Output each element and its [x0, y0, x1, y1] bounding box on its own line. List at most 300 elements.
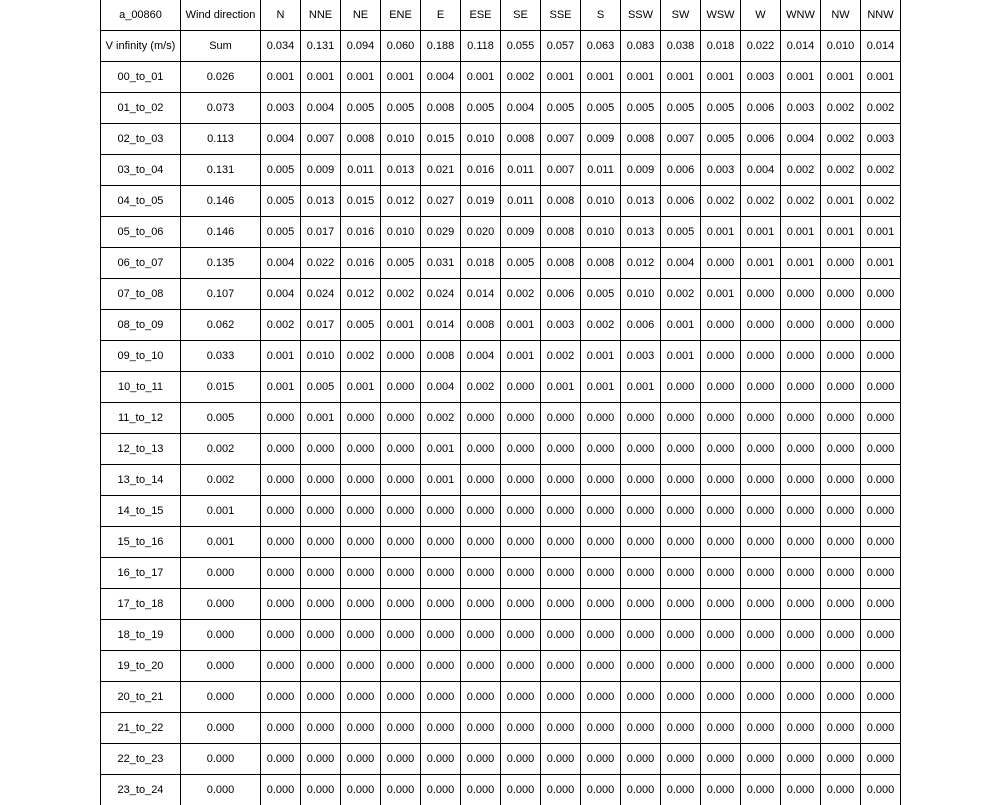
speed-bin-label: 10_to_11	[101, 372, 181, 403]
frequency-cell: 0.000	[581, 775, 621, 805]
frequency-cell: 0.005	[461, 93, 501, 124]
frequency-cell: 0.000	[581, 434, 621, 465]
frequency-cell: 0.000	[661, 527, 701, 558]
frequency-cell: 0.013	[301, 186, 341, 217]
frequency-cell: 0.000	[621, 403, 661, 434]
speed-bin-sum: 0.000	[181, 589, 261, 620]
frequency-cell: 0.011	[581, 155, 621, 186]
frequency-cell: 0.010	[621, 279, 661, 310]
frequency-cell: 0.001	[621, 372, 661, 403]
frequency-cell: 0.005	[581, 93, 621, 124]
frequency-cell: 0.005	[261, 217, 301, 248]
frequency-cell: 0.000	[581, 465, 621, 496]
direction-header-row	[101, 0, 901, 31]
frequency-cell: 0.001	[541, 62, 581, 93]
frequency-cell: 0.000	[261, 682, 301, 713]
speed-bin-row	[101, 620, 901, 651]
direction-header: SSE	[541, 0, 581, 31]
direction-total-cell: 0.131	[301, 31, 341, 62]
frequency-cell: 0.016	[461, 155, 501, 186]
direction-header: NW	[821, 0, 861, 31]
frequency-cell: 0.004	[261, 124, 301, 155]
frequency-cell: 0.000	[621, 775, 661, 805]
speed-bin-row	[101, 527, 901, 558]
sum-label: Sum	[181, 31, 261, 62]
speed-bin-row	[101, 341, 901, 372]
speed-bin-row	[101, 248, 901, 279]
frequency-cell: 0.000	[821, 589, 861, 620]
frequency-cell: 0.000	[261, 775, 301, 805]
frequency-cell: 0.000	[741, 713, 781, 744]
frequency-cell: 0.000	[581, 744, 621, 775]
frequency-cell: 0.000	[461, 434, 501, 465]
frequency-cell: 0.000	[381, 372, 421, 403]
frequency-cell: 0.000	[701, 558, 741, 589]
speed-bin-label: 02_to_03	[101, 124, 181, 155]
frequency-cell: 0.000	[341, 620, 381, 651]
frequency-cell: 0.011	[501, 155, 541, 186]
frequency-cell: 0.013	[381, 155, 421, 186]
frequency-cell: 0.001	[421, 434, 461, 465]
frequency-cell: 0.000	[661, 403, 701, 434]
direction-total-cell: 0.094	[341, 31, 381, 62]
frequency-cell: 0.001	[621, 62, 661, 93]
frequency-cell: 0.000	[261, 465, 301, 496]
frequency-cell: 0.000	[581, 527, 621, 558]
frequency-cell: 0.000	[701, 651, 741, 682]
direction-header: WSW	[701, 0, 741, 31]
frequency-cell: 0.007	[541, 124, 581, 155]
frequency-cell: 0.000	[381, 341, 421, 372]
frequency-cell: 0.001	[501, 341, 541, 372]
frequency-cell: 0.000	[581, 558, 621, 589]
frequency-cell: 0.002	[661, 279, 701, 310]
frequency-cell: 0.000	[781, 279, 821, 310]
frequency-cell: 0.022	[301, 248, 341, 279]
frequency-cell: 0.000	[861, 775, 901, 805]
frequency-cell: 0.005	[261, 186, 301, 217]
frequency-cell: 0.000	[701, 465, 741, 496]
frequency-cell: 0.000	[861, 279, 901, 310]
frequency-cell: 0.001	[261, 62, 301, 93]
frequency-cell: 0.000	[781, 744, 821, 775]
frequency-cell: 0.010	[301, 341, 341, 372]
frequency-cell: 0.000	[821, 465, 861, 496]
frequency-cell: 0.008	[541, 186, 581, 217]
frequency-cell: 0.000	[621, 713, 661, 744]
frequency-cell: 0.000	[381, 403, 421, 434]
frequency-cell: 0.001	[861, 248, 901, 279]
frequency-cell: 0.004	[741, 155, 781, 186]
frequency-cell: 0.001	[661, 310, 701, 341]
frequency-cell: 0.000	[421, 620, 461, 651]
speed-bin-label: 07_to_08	[101, 279, 181, 310]
frequency-cell: 0.000	[621, 465, 661, 496]
frequency-cell: 0.009	[501, 217, 541, 248]
frequency-cell: 0.000	[661, 372, 701, 403]
frequency-cell: 0.000	[661, 465, 701, 496]
speed-bin-sum: 0.000	[181, 744, 261, 775]
speed-bin-row	[101, 589, 901, 620]
speed-bin-sum: 0.113	[181, 124, 261, 155]
frequency-cell: 0.000	[821, 744, 861, 775]
frequency-cell: 0.000	[301, 558, 341, 589]
frequency-cell: 0.000	[501, 558, 541, 589]
frequency-cell: 0.000	[501, 527, 541, 558]
frequency-cell: 0.000	[301, 589, 341, 620]
speed-bin-sum: 0.005	[181, 403, 261, 434]
frequency-cell: 0.000	[821, 341, 861, 372]
direction-header: ESE	[461, 0, 501, 31]
direction-header: SW	[661, 0, 701, 31]
frequency-cell: 0.000	[381, 713, 421, 744]
frequency-cell: 0.000	[341, 651, 381, 682]
frequency-cell: 0.008	[621, 124, 661, 155]
frequency-cell: 0.000	[261, 620, 301, 651]
frequency-cell: 0.001	[581, 62, 621, 93]
frequency-cell: 0.000	[781, 589, 821, 620]
speed-bin-label: 01_to_02	[101, 93, 181, 124]
frequency-cell: 0.000	[741, 682, 781, 713]
frequency-cell: 0.000	[701, 341, 741, 372]
frequency-cell: 0.008	[541, 217, 581, 248]
frequency-cell: 0.010	[581, 217, 621, 248]
frequency-cell: 0.000	[701, 248, 741, 279]
frequency-cell: 0.002	[741, 186, 781, 217]
frequency-cell: 0.000	[581, 620, 621, 651]
frequency-cell: 0.000	[381, 744, 421, 775]
frequency-cell: 0.000	[741, 279, 781, 310]
frequency-cell: 0.007	[661, 124, 701, 155]
frequency-cell: 0.000	[701, 310, 741, 341]
direction-header: ENE	[381, 0, 421, 31]
speed-label: V infinity (m/s)	[101, 31, 181, 62]
frequency-cell: 0.000	[381, 434, 421, 465]
frequency-cell: 0.000	[621, 527, 661, 558]
frequency-cell: 0.004	[501, 93, 541, 124]
frequency-cell: 0.000	[861, 589, 901, 620]
speed-bin-row	[101, 186, 901, 217]
frequency-cell: 0.015	[341, 186, 381, 217]
frequency-cell: 0.000	[701, 527, 741, 558]
speed-bin-sum: 0.000	[181, 620, 261, 651]
frequency-cell: 0.000	[781, 682, 821, 713]
frequency-cell: 0.000	[341, 744, 381, 775]
frequency-cell: 0.000	[861, 620, 901, 651]
direction-total-cell: 0.118	[461, 31, 501, 62]
frequency-cell: 0.000	[301, 620, 341, 651]
frequency-cell: 0.000	[741, 527, 781, 558]
frequency-cell: 0.000	[741, 341, 781, 372]
frequency-cell: 0.000	[381, 775, 421, 805]
frequency-cell: 0.000	[381, 651, 421, 682]
speed-bin-sum: 0.015	[181, 372, 261, 403]
frequency-cell: 0.018	[461, 248, 501, 279]
frequency-cell: 0.000	[781, 527, 821, 558]
frequency-cell: 0.002	[381, 279, 421, 310]
frequency-cell: 0.000	[301, 775, 341, 805]
frequency-cell: 0.005	[701, 93, 741, 124]
frequency-cell: 0.000	[661, 651, 701, 682]
frequency-cell: 0.002	[821, 155, 861, 186]
speed-bin-label: 06_to_07	[101, 248, 181, 279]
frequency-cell: 0.000	[341, 434, 381, 465]
frequency-cell: 0.005	[621, 93, 661, 124]
frequency-cell: 0.000	[621, 620, 661, 651]
frequency-cell: 0.000	[661, 434, 701, 465]
frequency-cell: 0.012	[381, 186, 421, 217]
frequency-cell: 0.000	[421, 589, 461, 620]
frequency-cell: 0.005	[261, 155, 301, 186]
direction-total-cell: 0.060	[381, 31, 421, 62]
frequency-cell: 0.017	[301, 310, 341, 341]
frequency-cell: 0.000	[861, 744, 901, 775]
frequency-cell: 0.000	[861, 651, 901, 682]
frequency-cell: 0.000	[461, 620, 501, 651]
frequency-cell: 0.004	[421, 372, 461, 403]
frequency-cell: 0.000	[541, 620, 581, 651]
speed-bin-label: 13_to_14	[101, 465, 181, 496]
frequency-cell: 0.000	[301, 651, 341, 682]
frequency-cell: 0.000	[821, 434, 861, 465]
frequency-cell: 0.003	[621, 341, 661, 372]
frequency-cell: 0.008	[341, 124, 381, 155]
frequency-cell: 0.005	[341, 310, 381, 341]
frequency-cell: 0.029	[421, 217, 461, 248]
frequency-cell: 0.000	[301, 434, 341, 465]
frequency-cell: 0.013	[621, 217, 661, 248]
frequency-cell: 0.000	[701, 744, 741, 775]
frequency-cell: 0.005	[381, 248, 421, 279]
frequency-cell: 0.004	[261, 248, 301, 279]
frequency-cell: 0.000	[501, 434, 541, 465]
speed-bin-row	[101, 279, 901, 310]
speed-bin-sum: 0.001	[181, 527, 261, 558]
frequency-cell: 0.027	[421, 186, 461, 217]
frequency-cell: 0.000	[861, 403, 901, 434]
frequency-cell: 0.001	[661, 341, 701, 372]
frequency-cell: 0.000	[821, 372, 861, 403]
frequency-cell: 0.001	[301, 62, 341, 93]
frequency-cell: 0.000	[341, 558, 381, 589]
frequency-cell: 0.000	[861, 434, 901, 465]
frequency-cell: 0.000	[741, 372, 781, 403]
frequency-cell: 0.005	[541, 93, 581, 124]
frequency-cell: 0.000	[541, 713, 581, 744]
frequency-cell: 0.000	[621, 682, 661, 713]
frequency-cell: 0.000	[261, 434, 301, 465]
frequency-cell: 0.020	[461, 217, 501, 248]
frequency-cell: 0.000	[341, 713, 381, 744]
direction-header: SE	[501, 0, 541, 31]
frequency-cell: 0.001	[821, 186, 861, 217]
frequency-cell: 0.000	[661, 558, 701, 589]
frequency-cell: 0.000	[861, 465, 901, 496]
direction-total-cell: 0.063	[581, 31, 621, 62]
frequency-cell: 0.007	[301, 124, 341, 155]
frequency-cell: 0.000	[701, 372, 741, 403]
frequency-cell: 0.003	[781, 93, 821, 124]
frequency-cell: 0.005	[661, 217, 701, 248]
frequency-cell: 0.000	[741, 403, 781, 434]
frequency-cell: 0.000	[261, 589, 301, 620]
frequency-cell: 0.000	[421, 682, 461, 713]
frequency-cell: 0.000	[821, 527, 861, 558]
frequency-cell: 0.011	[341, 155, 381, 186]
frequency-cell: 0.000	[741, 434, 781, 465]
speed-bin-label: 21_to_22	[101, 713, 181, 744]
speed-bin-row	[101, 93, 901, 124]
frequency-cell: 0.001	[701, 62, 741, 93]
speed-bin-sum: 0.000	[181, 682, 261, 713]
speed-bin-label: 00_to_01	[101, 62, 181, 93]
speed-bin-sum: 0.000	[181, 713, 261, 744]
frequency-cell: 0.000	[781, 434, 821, 465]
speed-bin-row	[101, 496, 901, 527]
frequency-cell: 0.000	[861, 341, 901, 372]
speed-bin-label: 15_to_16	[101, 527, 181, 558]
frequency-cell: 0.016	[341, 248, 381, 279]
frequency-cell: 0.006	[621, 310, 661, 341]
frequency-cell: 0.000	[421, 496, 461, 527]
frequency-cell: 0.000	[541, 465, 581, 496]
frequency-cell: 0.000	[861, 558, 901, 589]
direction-total-cell: 0.083	[621, 31, 661, 62]
frequency-cell: 0.000	[781, 558, 821, 589]
frequency-cell: 0.006	[741, 93, 781, 124]
frequency-cell: 0.000	[501, 372, 541, 403]
frequency-cell: 0.000	[461, 713, 501, 744]
frequency-cell: 0.000	[661, 682, 701, 713]
frequency-cell: 0.000	[701, 620, 741, 651]
frequency-cell: 0.008	[421, 341, 461, 372]
frequency-cell: 0.000	[421, 775, 461, 805]
frequency-cell: 0.008	[461, 310, 501, 341]
speed-bin-row	[101, 682, 901, 713]
frequency-cell: 0.004	[661, 248, 701, 279]
frequency-cell: 0.000	[541, 651, 581, 682]
frequency-cell: 0.001	[341, 62, 381, 93]
frequency-cell: 0.001	[861, 62, 901, 93]
speed-bin-row	[101, 713, 901, 744]
speed-bin-sum: 0.131	[181, 155, 261, 186]
frequency-cell: 0.000	[581, 651, 621, 682]
frequency-cell: 0.000	[581, 403, 621, 434]
direction-totals-row	[101, 31, 901, 62]
speed-bin-label: 09_to_10	[101, 341, 181, 372]
frequency-cell: 0.000	[741, 744, 781, 775]
frequency-cell: 0.001	[261, 372, 301, 403]
frequency-cell: 0.002	[821, 124, 861, 155]
frequency-cell: 0.002	[781, 186, 821, 217]
frequency-cell: 0.000	[381, 589, 421, 620]
direction-total-cell: 0.057	[541, 31, 581, 62]
frequency-cell: 0.000	[741, 496, 781, 527]
frequency-cell: 0.000	[501, 651, 541, 682]
frequency-cell: 0.000	[861, 372, 901, 403]
frequency-cell: 0.000	[461, 558, 501, 589]
frequency-cell: 0.004	[261, 279, 301, 310]
frequency-cell: 0.000	[821, 496, 861, 527]
frequency-cell: 0.000	[661, 713, 701, 744]
direction-header: E	[421, 0, 461, 31]
speed-bin-row	[101, 465, 901, 496]
frequency-cell: 0.000	[301, 682, 341, 713]
frequency-cell: 0.002	[861, 93, 901, 124]
frequency-cell: 0.000	[701, 403, 741, 434]
frequency-cell: 0.000	[461, 589, 501, 620]
direction-total-cell: 0.022	[741, 31, 781, 62]
frequency-cell: 0.000	[541, 403, 581, 434]
frequency-cell: 0.000	[621, 651, 661, 682]
frequency-cell: 0.006	[541, 279, 581, 310]
frequency-cell: 0.000	[421, 744, 461, 775]
frequency-cell: 0.000	[381, 682, 421, 713]
speed-bin-sum: 0.000	[181, 558, 261, 589]
frequency-cell: 0.002	[861, 155, 901, 186]
frequency-cell: 0.004	[461, 341, 501, 372]
frequency-cell: 0.001	[261, 341, 301, 372]
speed-bin-label: 16_to_17	[101, 558, 181, 589]
frequency-cell: 0.000	[781, 713, 821, 744]
frequency-cell: 0.006	[741, 124, 781, 155]
frequency-cell: 0.000	[261, 713, 301, 744]
speed-bin-row	[101, 403, 901, 434]
frequency-cell: 0.001	[741, 217, 781, 248]
frequency-cell: 0.003	[261, 93, 301, 124]
frequency-cell: 0.000	[261, 558, 301, 589]
speed-bin-row	[101, 372, 901, 403]
frequency-cell: 0.000	[341, 775, 381, 805]
frequency-cell: 0.000	[741, 651, 781, 682]
speed-bin-row	[101, 434, 901, 465]
frequency-cell: 0.000	[821, 651, 861, 682]
frequency-cell: 0.000	[541, 434, 581, 465]
frequency-cell: 0.000	[581, 589, 621, 620]
frequency-cell: 0.000	[741, 310, 781, 341]
speed-bin-label: 14_to_15	[101, 496, 181, 527]
speed-bin-sum: 0.000	[181, 775, 261, 805]
frequency-cell: 0.001	[661, 62, 701, 93]
frequency-cell: 0.001	[581, 341, 621, 372]
frequency-cell: 0.000	[701, 682, 741, 713]
frequency-cell: 0.000	[861, 496, 901, 527]
frequency-cell: 0.000	[461, 496, 501, 527]
frequency-cell: 0.000	[781, 403, 821, 434]
frequency-cell: 0.010	[581, 186, 621, 217]
frequency-cell: 0.000	[781, 651, 821, 682]
frequency-cell: 0.000	[621, 744, 661, 775]
frequency-cell: 0.000	[501, 589, 541, 620]
frequency-cell: 0.000	[541, 682, 581, 713]
frequency-cell: 0.000	[621, 434, 661, 465]
frequency-cell: 0.014	[421, 310, 461, 341]
speed-bin-sum: 0.073	[181, 93, 261, 124]
frequency-cell: 0.000	[661, 775, 701, 805]
frequency-cell: 0.000	[621, 496, 661, 527]
frequency-cell: 0.001	[461, 62, 501, 93]
frequency-cell: 0.000	[621, 589, 661, 620]
frequency-cell: 0.001	[381, 62, 421, 93]
frequency-cell: 0.006	[661, 155, 701, 186]
frequency-cell: 0.000	[781, 620, 821, 651]
frequency-cell: 0.000	[501, 713, 541, 744]
speed-bin-sum: 0.146	[181, 186, 261, 217]
frequency-cell: 0.004	[421, 62, 461, 93]
frequency-cell: 0.000	[381, 527, 421, 558]
frequency-cell: 0.000	[701, 589, 741, 620]
direction-header: N	[261, 0, 301, 31]
